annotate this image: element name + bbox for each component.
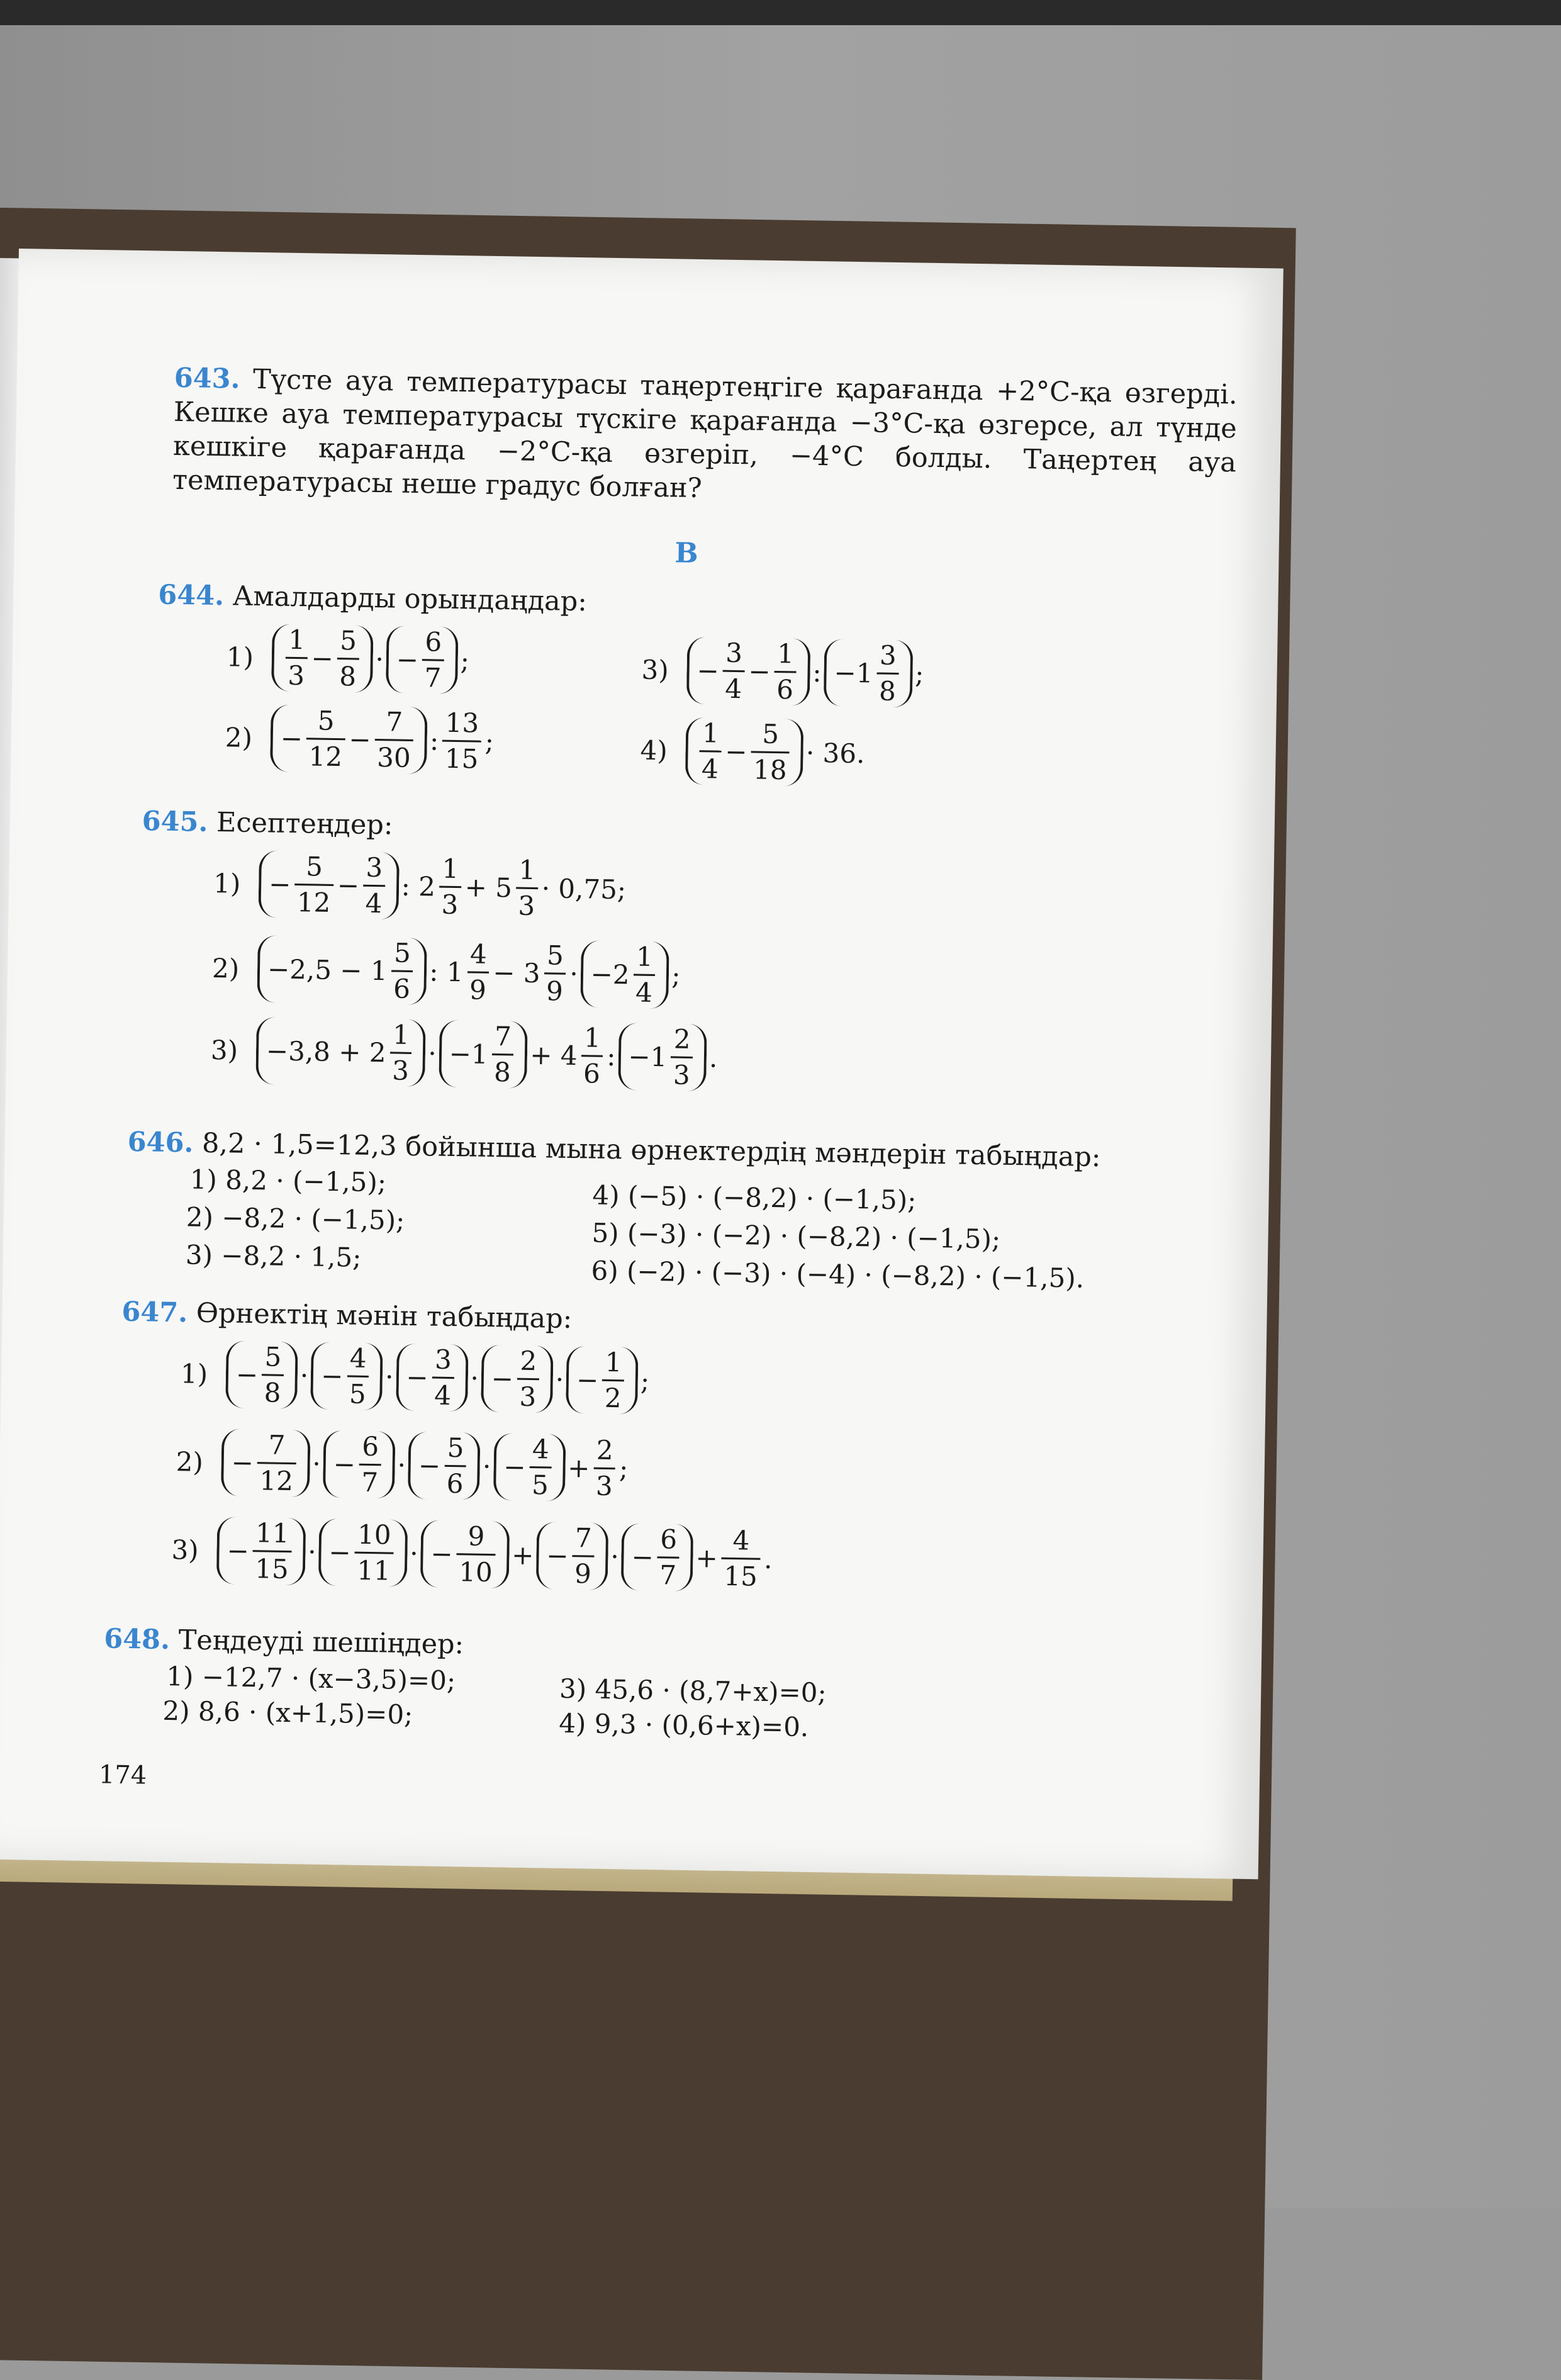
item-646-6: 6) (−2) · (−3) · (−4) · (−8,2) · (−1,5).	[591, 1255, 1085, 1294]
problem-title: Теңдеуді шешіңдер:	[178, 1624, 464, 1661]
item-label: 2)	[211, 952, 240, 984]
item-label: 4)	[640, 734, 668, 766]
item-648-3: 3) 45,6 · (8,7+x)=0;	[559, 1673, 827, 1709]
expr-647-2: 2) − 7 12 · − 6 7 · − 5 6 · − 4 5 + 2 3 ;	[176, 1429, 629, 1502]
expr-647-3: 3) − 11 15 · − 10 11 · − 9 10 + − 7 9 · − 6 7 + 4 15 .	[171, 1517, 773, 1592]
problem-text: Түсте ауа температурасы таңертеңгіге қарағанда +2°C-қа өзгерді. Кешке ауа температурасы түскіге қарағанда −3°C-қа өзгерсе, ал түнде кешкіге қарағанда −2°C-қа өзгеріп, −4°C болды. Таңертең ауа температурасы неше градус болған?	[172, 363, 1238, 505]
item-648-2: 2) 8,6 · (x+1,5)=0;	[162, 1695, 413, 1731]
expr-645-3: 3) −3,8 + 2 1 3 · −1 7 8 + 4 1 6 : −1 2 3 .	[210, 1016, 718, 1092]
problem-title: Амалдарды орындаңдар:	[232, 580, 588, 618]
item-label: 3)	[171, 1534, 199, 1566]
item-label: 3)	[210, 1034, 238, 1066]
expr-645-1: 1) − 5 12 − 3 4 : 2 1 3 + 5 1 3 · 0,75;	[213, 851, 627, 922]
problem-title: 8,2 · 1,5=12,3 бойынша мына өрнектердің мәндерін табыңдар:	[201, 1127, 1101, 1174]
problem-number: 644.	[157, 579, 225, 612]
textbook-page	[0, 249, 1284, 1879]
item-label: 2)	[176, 1445, 204, 1478]
item-648-4: 4) 9,3 · (0,6+x)=0.	[558, 1707, 809, 1743]
problem-645-header	[142, 804, 393, 842]
expr-644-2: 2) − 5 12 − 7 30 : 13 15 ;	[225, 705, 495, 775]
problem-number: 647.	[121, 1296, 188, 1329]
expr-644-4: 4) 1 4 − 5 18 · 36.	[640, 717, 865, 786]
item-646-3: 3) −8,2 · 1,5;	[185, 1239, 362, 1273]
item-label: 1)	[180, 1357, 208, 1389]
problem-number: 646.	[127, 1126, 194, 1159]
item-646-2: 2) −8,2 · (−1,5);	[186, 1201, 405, 1236]
expr-647-1: 1) − 5 8 · − 4 5 · − 3 4 · − 2 3 · − 1 2 ;	[180, 1341, 650, 1414]
expr-645-2: 2) −2,5 − 1 5 6 : 1 4 9 − 3 5 9 · −2 1 4 ;	[211, 935, 681, 1009]
problem-643	[172, 361, 1238, 514]
expr-644-1: 1) 1 3 − 5 8 · − 6 7 ;	[226, 624, 470, 693]
scanner-top-border	[0, 0, 1561, 25]
problem-647-header	[121, 1295, 573, 1336]
problem-title: Есептеңдер:	[216, 807, 393, 841]
item-label: 3)	[641, 654, 669, 685]
section-label: В	[674, 537, 699, 570]
problem-644-header	[158, 578, 587, 619]
item-646-1: 1) 8,2 · (−1,5);	[189, 1164, 387, 1198]
item-648-1: 1) −12,7 · (x−3,5)=0;	[166, 1660, 456, 1697]
problem-number: 648.	[103, 1623, 171, 1656]
problem-title: Өрнектің мәнін табыңдар:	[196, 1297, 573, 1335]
expr-644-3: 3) − 3 4 − 1 6 : −1 3 8 ;	[641, 637, 924, 707]
item-label: 2)	[225, 721, 253, 753]
item-label: 1)	[226, 641, 254, 673]
item-label: 1)	[213, 867, 241, 899]
item-646-5: 5) (−3) · (−2) · (−8,2) · (−1,5);	[591, 1217, 1001, 1255]
problem-number: 645.	[142, 805, 208, 838]
problem-number: 643.	[174, 362, 240, 395]
page-number: 174	[98, 1760, 147, 1790]
problem-648-header	[104, 1622, 464, 1661]
item-646-4: 4) (−5) · (−8,2) · (−1,5);	[592, 1179, 917, 1216]
